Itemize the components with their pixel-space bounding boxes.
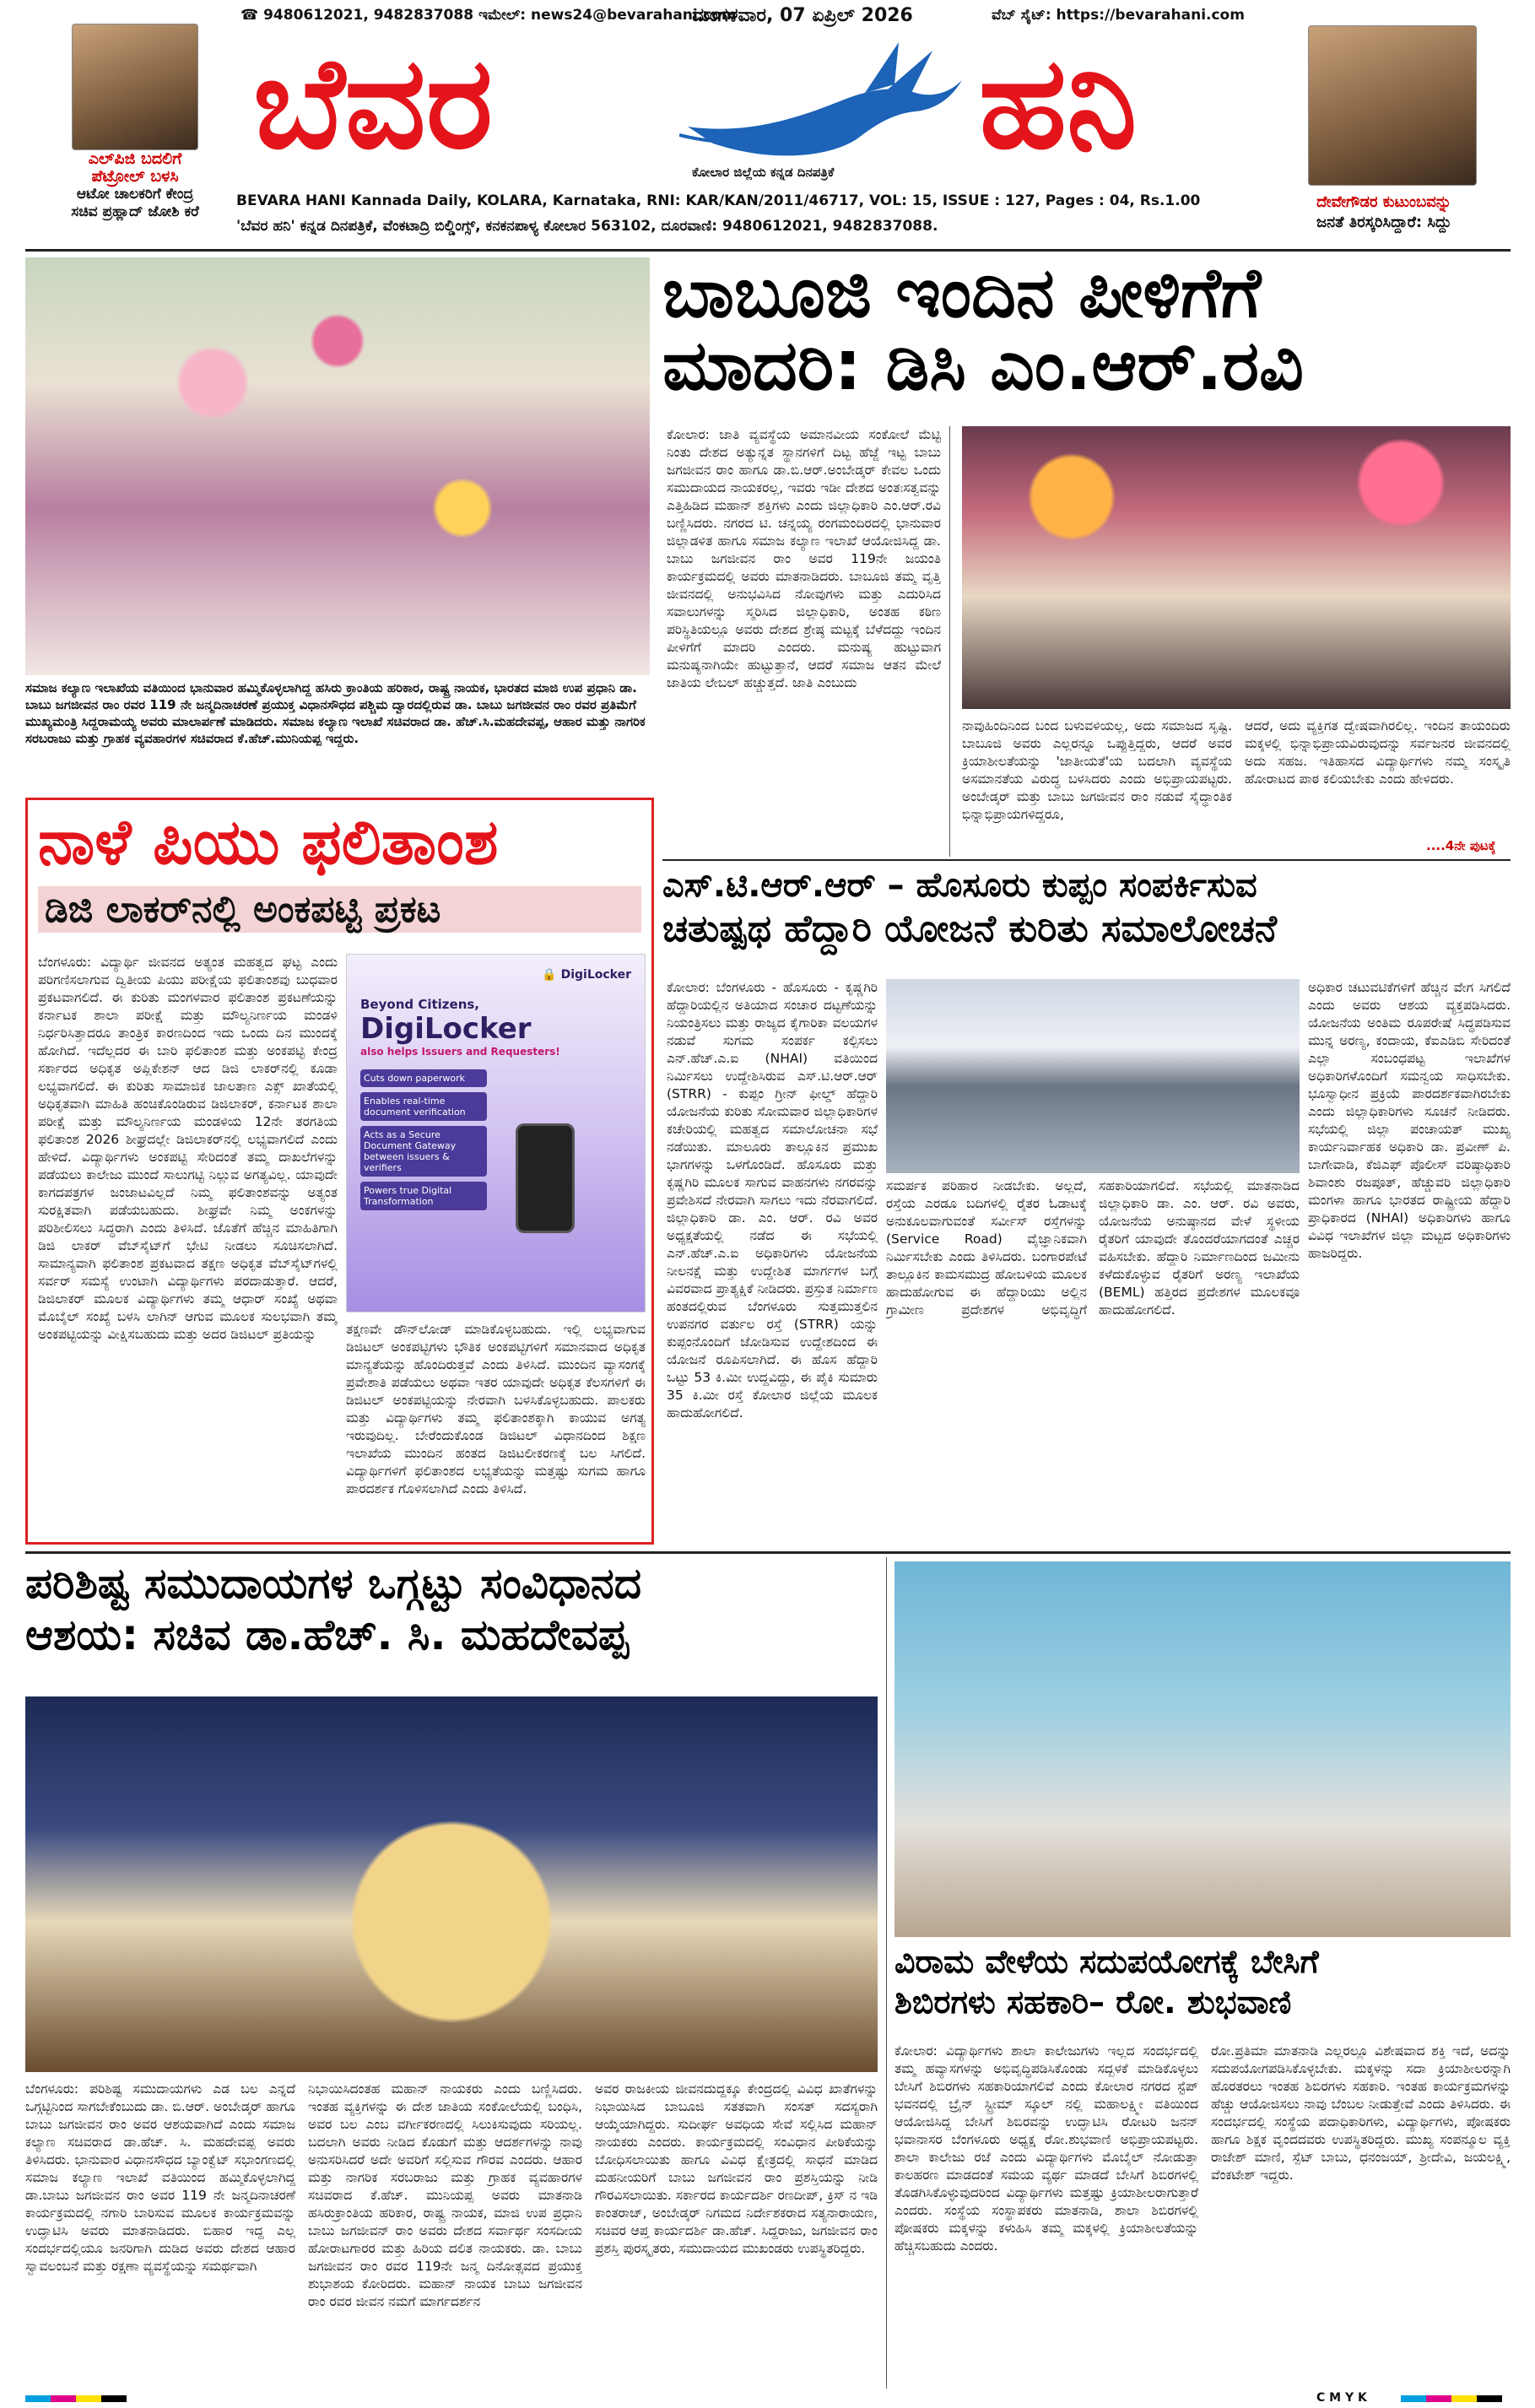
ear-right-caption: [1257, 192, 1511, 233]
bottom-vertical-divider: [886, 1557, 887, 2389]
story1-side-photo: [962, 426, 1511, 709]
story1-column-2: ನಾವುಹಿಂದಿನಿಂದ ಬಂದ ಬಳುವಳಿಯಲ್ಲ, ಅದು ಸಮಾಜದ ಸೃಷ್ಟಿ. ಬಾಬೂಜಿ ಅವರು ಎಲ್ಲರನ್ನೂ ಒಪ್ಪುತ್ತಿದ್ದರು, ಆದರೆ ಅವರ ಕ್ರಿಯಾಶೀಲತೆಯನ್ನು 'ಜಾತೀಯತೆ'ಯ ಬದಲಾಗಿ ವ್ಯವಸ್ಥೆಯ ಅಸಮಾನತೆಯ ವಿರುದ್ಧ ಬಳಸಿದರು ಎಂದು ಅಭಿಪ್ರಾಯಪಟ್ಟರು. ಅಂಬೇಡ್ಕರ್ ಮತ್ತು ಬಾಬು ಜಗಜೀವನ ರಾಂ ನಡುವೆ ಸೈದ್ಧಾಂತಿಕ ಭಿನ್ನಾಭಿಪ್ರಾಯಗಳಿದ್ದರೂ,: [962, 718, 1232, 822]
story2-headline-line2: ಡಿಜಿ ಲಾಕರ್‌ನಲ್ಲಿ ಅಂಕಪಟ್ಟಿ ಪ್ರಕಟ: [38, 886, 641, 933]
issue-date: ಮಂಗಳವಾರ, 07 ಏಪ್ರಿಲ್ 2026: [692, 5, 913, 26]
story1-main-photo: [25, 257, 650, 675]
website-line[interactable]: ವೆಬ್ ಸೈಟ್: https://bevarahani.com: [992, 7, 1245, 24]
story5-plant-photo: [895, 1561, 1511, 1937]
story1-column-3: ಆದರೆ, ಅದು ವ್ಯಕ್ತಿಗತ ದ್ವೇಷವಾಗಿರಲಿಲ್ಲ. ಇಂದಿನ ತಾಯಂದಿರು ಮಕ್ಕಳಲ್ಲಿ ಭಿನ್ನಾಭಿಪ್ರಾಯವಿರುವುದನ್ನು ಸರ್ವಜನರ ಜೀವನದಲ್ಲಿ ಅದು ಸಹಜ. ಇತಿಹಾಸದ ವಿದ್ಯಾರ್ಥಿಗಳು ನಮ್ಮ ಸಂಸ್ಕೃತಿ ಹೋರಾಟದ ಪಾಠ ಕಲಿಯಬೇಕು ಎಂದು ಹೇಳಿದರು.: [1245, 718, 1511, 787]
story1-photo-caption: ಸಮಾಜ ಕಲ್ಯಾಣ ಇಲಾಖೆಯ ವತಿಯಿಂದ ಭಾನುವಾರ ಹಮ್ಮಿಕೊಳ್ಳಲಾಗಿದ್ದ ಹಸಿರು ಕ್ರಾಂತಿಯ ಹರಿಕಾರ, ರಾಷ್ಟ್ರ ನಾಯಕ, ಭಾರತದ ಮಾಜಿ ಉಪ ಪ್ರಧಾನಿ ಡಾ. ಬಾಬು ಜಗಜೀವನ ರಾಂ ರವರ 119 ನೇ ಜನ್ಮದಿನಾಚರಣೆ ಪ್ರಯುಕ್ತ ವಿಧಾನಸೌಧದ ಪಶ್ಚಿಮ ದ್ವಾರದಲ್ಲಿರುವ ಡಾ. ಬಾಬು ಜಗಜೀವನ ರಾಂ ರವರ ಪ್ರತಿಮೆಗೆ ಮುಖ್ಯಮಂತ್ರಿ ಸಿದ್ದರಾಮಯ್ಯ ಅವರು ಮಾಲಾರ್ಪಣೆ ಮಾಡಿದರು. ಸಮಾಜ ಕಲ್ಯಾಣ ಇಲಾಖೆ ಸಚಿವರಾದ ಡಾ. ಹೆಚ್.ಸಿ.ಮಹದೇವಪ್ಪ, ಆಹಾರ ಮತ್ತು ನಾಗರಿಕ ಸರಬರಾಜು ಮತ್ತು ಗ್ರಾಹಕ ವ್ಯವಹಾರಗಳ ಸಚಿವರಾದ ಕೆ.ಹೆಚ್.ಮುನಿಯಪ್ಪ ಇದ್ದರು.: [25, 680, 646, 746]
story2-column-1: ಬೆಂಗಳೂರು: ವಿದ್ಯಾರ್ಥಿ ಜೀವನದ ಅತ್ಯಂತ ಮಹತ್ವದ ಘಟ್ಟ ಎಂದು ಪರಿಗಣಿಸಲಾಗುವ ದ್ವಿತೀಯ ಪಿಯು ಪರೀಕ್ಷೆಯ ಫಲಿತಾಂಶವು ಬುಧವಾರ ಪ್ರಕಟವಾಗಲಿದೆ. ಈ ಕುರಿತು ಮಂಗಳವಾರ ಫಲಿತಾಂಶ ಪ್ರಕಟಣೆಯನ್ನು ಕರ್ನಾಟಕ ಶಾಲಾ ಪರೀಕ್ಷೆ ಮತ್ತು ಮೌಲ್ಯನಿರ್ಣಯ ಮಂಡಳಿ ನಿರ್ಧರಿಸಿತ್ತಾದರೂ ತಾಂತ್ರಿಕ ಕಾರಣದಿಂದ ಇದು ಒಂದು ದಿನ ಮುಂದಕ್ಕೆ ಹೋಗಿದೆ. ಇದೆಲ್ಲದರ ಈ ಬಾರಿ ಫಲಿತಾಂಶ ಮತ್ತು ಅಂಕಪಟ್ಟಿ ಕೇಂದ್ರ ಸರ್ಕಾರದ ಅಧಿಕೃತ ಅಪ್ಲಿಕೇಶನ್ ಆದ ಡಿಜಿ ಲಾಕರ್‌ನಲ್ಲಿ ಕೂಡಾ ಲಭ್ಯವಾಗಲಿದೆ. ಈ ಕುರಿತು ಸಾಮಾಜಿಕ ಜಾಲತಾಣ ಎಕ್ಸ್ ಖಾತೆಯಲ್ಲಿ ಅಧಿಕೃತವಾಗಿ ಮಾಹಿತಿ ಹಂಚಿಕೊಂಡಿರುವ ಡಿಜಿಲಾಕರ್, ಕರ್ನಾಟಕ ಶಾಲಾ ಪರೀಕ್ಷೆ ಮತ್ತು ಮೌಲ್ಯನಿರ್ಣಯ ಮಂಡಳಿಯ 12ನೇ ತರಗತಿಯ ಫಲಿತಾಂಶ 2026 ಶೀಘ್ರದಲ್ಲೇ ಡಿಜಿಲಾಕರ್‌ನಲ್ಲಿ ಲಭ್ಯವಾಗಲಿದೆ ಎಂದು ಹೇಳಿದೆ. ವಿದ್ಯಾರ್ಥಿಗಳು ಅಂಕಪಟ್ಟಿ ಸೇರಿದಂತೆ ತಮ್ಮ ದಾಖಲೆಗಳನ್ನು ಪಡೆಯಲು ಕಾಲೇಜು ಮುಂದೆ ಸಾಲುಗಟ್ಟಿ ನಿಲ್ಲುವ ಅಗತ್ಯವಿಲ್ಲ. ಯಾವುದೇ ಕಾಗದಪತ್ರಗಳ ಜಂಜಾಟವಿಲ್ಲದೆ ನಿಮ್ಮ ಫಲಿತಾಂಶವನ್ನು ಅತ್ಯಂತ ಸುರಕ್ಷಿತವಾಗಿ ಪಡೆಯಬಹುದು. ಶೀಘ್ರವೇ ನಿಮ್ಮ ಅಂಕಗಳನ್ನು ಪರಿಶೀಲಿಸಲು ಸಿದ್ಧರಾಗಿ ಎಂದು ತಿಳಿಸಿದೆ. ಜೊತೆಗೆ ಹೆಚ್ಚಿನ ಮಾಹಿತಿಗಾಗಿ ಡಿಜಿ ಲಾಕರ್ ವೆಬ್‌ಸೈಟ್‌ಗೆ ಭೇಟಿ ನೀಡಲು ಸೂಚಿಸಲಾಗಿದೆ. ಸಾಮಾನ್ಯವಾಗಿ ಫಲಿತಾಂಶ ಪ್ರಕಟವಾದ ತಕ್ಷಣ ಅಧಿಕೃತ ವೆಬ್‌ಸೈಟ್‌ಗಳಲ್ಲಿ ಸರ್ವರ್ ಸಮಸ್ಯೆ ಉಂಟಾಗಿ ವಿದ್ಯಾರ್ಥಿಗಳು ಪರದಾಡುತ್ತಾರೆ. ಆದರೆ, ಡಿಜಿಲಾಕರ್ ಮೂಲಕ ವಿದ್ಯಾರ್ಥಿಗಳು ತಮ್ಮ ಆಧಾರ್ ಸಂಖ್ಯೆ ಅಥವಾ ಮೊಬೈಲ್ ಸಂಖ್ಯೆ ಬಳಸಿ ಲಾಗಿನ್ ಆಗುವ ಮೂಲಕ ಸುಲಭವಾಗಿ ತಮ್ಮ ಅಂಕಪಟ್ಟಿಯನ್ನು ವೀಕ್ಷಿಸಬಹುದು ಮತ್ತು ಅದರ ಡಿಜಿಟಲ್ ಪ್ರತಿಯನ್ನು: [38, 955, 338, 1342]
story1-headline: [662, 253, 1506, 407]
story1-continued: ....4ನೇ ಪುಟಕ್ಕೆ: [1426, 838, 1496, 853]
story3-meeting-photo: [886, 979, 1300, 1173]
ear-right-line2: ಜನತೆ ತಿರಸ್ಕರಿಸಿದ್ದಾರೆ: ಸಿದ್ದು: [1316, 214, 1451, 231]
digilocker-tagline: Beyond Citizens,: [360, 997, 479, 1012]
story4-column-2: ನಿಭಾಯಿಸಿದಂತಹ ಮಹಾನ್ ನಾಯಕರು ಎಂದು ಬಣ್ಣಿಸಿದರು. ಇಂತಹ ವ್ಯಕ್ತಿಗಳನ್ನು ಈ ದೇಶ ಜಾತಿಯ ಸಂಕೋಲೆಯಲ್ಲಿ ಬಂಧಿಸಿ, ಅವರ ಬಲ ಎಂಬ ವರ್ಗೀಕರಣದಲ್ಲಿ ಸಿಲುಕಿಸುವುದು ಸರಿಯಲ್ಲ. ಬದಲಾಗಿ ಅವರು ನೀಡಿದ ಕೊಡುಗೆ ಮತ್ತು ಆದರ್ಶಗಳನ್ನು ನಾವು ಅನುಸರಿಸಿದರೆ ಅದೇ ಅವರಿಗೆ ಸಲ್ಲಿಸುವ ಗೌರವ ಎಂದರು. ಆಹಾರ ಮತ್ತು ನಾಗರಿಕ ಸರಬರಾಜು ಮತ್ತು ಗ್ರಾಹಕ ವ್ಯವಹಾರಗಳ ಸಚಿವರಾದ ಕೆ.ಹೆಚ್. ಮುನಿಯಪ್ಪ ಅವರು ಮಾತನಾಡಿ ಹಸಿರುಕ್ರಾಂತಿಯ ಹರಿಕಾರ, ರಾಷ್ಟ್ರ ನಾಯಕ, ಮಾಜಿ ಉಪ ಪ್ರಧಾನಿ ಬಾಬು ಜಗಜೀವನ್ ರಾಂ ಅವರು ದೇಶದ ಸರ್ವಾರ್ಥ ಸಂಸದೀಯ ಹೋರಾಟಗಾರರ ಮತ್ತು ಹಿರಿಯ ದಲಿತ ನಾಯಕರು. ಡಾ. ಬಾಬು ಜಗಜೀವನ ರಾಂ ರವರ 119ನೇ ಜನ್ಮ ದಿನೋತ್ಸವದ ಪ್ರಯುಕ್ತ ಶುಭಾಶಯ ಕೋರಿದರು. ಮಹಾನ್ ನಾಯಕ ಬಾಬು ಜಗಜೀವನ ರಾಂ ರವರ ಜೀವನ ನಮಗೆ ಮಾರ್ಗದರ್ಶನ: [308, 2081, 582, 2309]
story1-headline-line1: ಬಾಬೂಜಿ ಇಂದಿನ ಪೀಳಿಗೆಗೆ: [662, 253, 1262, 333]
story3-headline: [662, 868, 1511, 949]
ear-right-line1: ದೇವೇಗೌಡರ ಕುಟುಂಬವನ್ನು: [1316, 193, 1451, 211]
row1-divider: [662, 859, 1511, 861]
story3-headline-line1: ಎಸ್.ಟಿ.ಆರ್.ಆರ್ – ಹೊಸೂರು ಕುಪ್ಪಂ ಸಂಪರ್ಕಿಸುವ: [662, 866, 1257, 905]
masthead-tagline: ಕೋಲಾರ ಜಿಲ್ಲೆಯ ಕನ್ನಡ ದಿನಪತ್ರಿಕೆ: [692, 165, 835, 180]
story3-column-3: ಅಧಿಕಾರ ಚಟುವಟಿಕೆಗಳಿಗೆ ಹೆಚ್ಚಿನ ವೇಗ ಸಿಗಲಿದೆ ಎಂದು ಅವರು ಆಶಯ ವ್ಯಕ್ತಪಡಿಸಿದರು. ಯೋಜನೆಯ ಅಂತಿಮ ರೂಪರೇಷೆ ಸಿದ್ಧಪಡಿಸುವ ಮುನ್ನ ಅರಣ್ಯ, ಕಂದಾಯ, ಕೆಐಎಡಿಬಿ ಸೇರಿದಂತೆ ಎಲ್ಲಾ ಸಂಬಂಧಪಟ್ಟ ಇಲಾಖೆಗಳ ಅಧಿಕಾರಿಗಳೊಂದಿಗೆ ಸಮನ್ವಯ ಸಾಧಿಸಬೇಕು. ಭೂಸ್ವಾಧೀನ ಪ್ರಕ್ರಿಯೆ ಪಾರದರ್ಶಕವಾಗಿರಬೇಕು ಎಂದು ಜಿಲ್ಲಾಧಿಕಾರಿಗಳು ಸೂಚನೆ ನೀಡಿದರು. ಸಭೆಯಲ್ಲಿ ಜಿಲ್ಲಾ ಪಂಚಾಯತ್ ಮುಖ್ಯ ಕಾರ್ಯನಿರ್ವಾಹಕ ಅಧಿಕಾರಿ ಡಾ. ಪ್ರವೀಣ್ ಪಿ. ಬಾಗೇವಾಡಿ, ಕೆಜಿಎಫ್ ಪೊಲೀಸ್ ವರಿಷ್ಠಾಧಿಕಾರಿ ಶಿವಾಂಶು ರಜಪೂತ್, ಹೆಚ್ಚುವರಿ ಜಿಲ್ಲಾಧಿಕಾರಿ ಮಂಗಳಾ ಹಾಗೂ ಭಾರತದ ರಾಷ್ಟ್ರೀಯ ಹೆದ್ದಾರಿ ಪ್ರಾಧಿಕಾರದ (NHAI) ಅಧಿಕಾರಿಗಳು ಹಾಗೂ ವಿವಿಧ ಇಲಾಖೆಗಳ ಜಿಲ್ಲಾ ಮಟ್ಟದ ಅಧಿಕಾರಿಗಳು ಹಾಜರಿದ್ದರು.: [1308, 980, 1511, 1261]
antelope-logo-icon: [679, 34, 975, 169]
story2-column-2: ತಕ್ಷಣವೇ ಡೌನ್‌ಲೋಡ್ ಮಾಡಿಕೊಳ್ಳಬಹುದು. ಇಲ್ಲಿ ಲಭ್ಯವಾಗುವ ಡಿಜಿಟಲ್ ಅಂಕಪಟ್ಟಿಗಳು ಭೌತಿಕ ಅಂಕಪಟ್ಟಿಗಳಿಗೆ ಸಮಾನವಾದ ಅಧಿಕೃತ ಮಾನ್ಯತೆಯನ್ನು ಹೊಂದಿರುತ್ತವೆ ಎಂದು ತಿಳಿಸಿದೆ. ಮುಂದಿನ ವ್ಯಾಸಂಗಕ್ಕೆ ಪ್ರವೇಶಾತಿ ಪಡೆಯಲು ಅಥವಾ ಇತರ ಯಾವುದೇ ಅಧಿಕೃತ ಕೆಲಸಗಳಿಗೆ ಈ ಡಿಜಿಟಲ್ ಅಂಕಪಟ್ಟಿಯನ್ನು ನೇರವಾಗಿ ಬಳಸಿಕೊಳ್ಳಬಹುದು. ಪಾಲಕರು ಮತ್ತು ವಿದ್ಯಾರ್ಥಿಗಳು ತಮ್ಮ ಫಲಿತಾಂಶಕ್ಕಾಗಿ ಕಾಯುವ ಅಗತ್ಯ ಇರುವುದಿಲ್ಲ. ಬೇರೆಂದುಕೊಂಡ ಡಿಜಿಟಲ್ ವಿಧಾನದಿಂದ ಶಿಕ್ಷಣ ಇಲಾಖೆಯ ಮುಂದಿನ ಹಂತದ ಡಿಜಿಟಲೀಕರಣಕ್ಕೆ ಬಲ ಸಿಗಲಿದೆ. ವಿದ್ಯಾರ್ಥಿಗಳಿಗೆ ಫಲಿತಾಂಶದ ಲಭ್ಯತೆಯನ್ನು ಮತ್ತಷ್ಟು ಸುಗಮ ಹಾಗೂ ಪಾರದರ್ಶಕ ಗೊಳಿಸಲಾಗಿದೆ ಎಂದು ತಿಳಿಸಿದೆ.: [346, 1322, 646, 1496]
digilocker-phone-icon: [516, 1123, 575, 1233]
cmyk-label: C M Y K: [1316, 2391, 1367, 2405]
ear-left-line1: ಎಲ್‌ಪಿಜಿ ಬದಲಿಗೆ: [88, 149, 182, 168]
story5-headline-line2: ಶಿಬಿರಗಳು ಸಹಕಾರಿ– ರೋ. ಶುಭವಾಣಿ: [895, 1983, 1292, 2021]
row2-divider: [25, 1551, 1511, 1554]
story4-headline: [25, 1561, 878, 1657]
logo-title-right: ಹನಿ: [979, 30, 1138, 177]
ear-left-line4: ಸಚಿವ ಪ್ರಹ್ಲಾದ್ ಜೋಶಿ ಕರೆ: [71, 203, 199, 220]
ear-right-portrait: [1308, 25, 1477, 186]
digilocker-subtitle: also helps Issuers and Requesters!: [360, 1046, 560, 1058]
story1-headline-line2: ಮಾದರಿ: ಡಿಸಿ ಎಂ.ಆರ್.ರವಿ: [662, 326, 1304, 407]
story3-headline-line2: ಚತುಷ್ಪಥ ಹೆದ್ದಾರಿ ಯೋಜನೆ ಕುರಿತು ಸಮಾಲೋಚನೆ: [662, 907, 1278, 950]
story1-column-divider: [949, 426, 950, 857]
color-bar-right: [1401, 2395, 1502, 2402]
story4-headline-line1: ಪರಿಶಿಷ್ಟ ಸಮುದಾಯಗಳ ಒಗ್ಗಟ್ಟು ಸಂವಿಧಾನದ: [25, 1559, 642, 1608]
story4-column-1: ಬೆಂಗಳೂರು: ಪರಿಶಿಷ್ಟ ಸಮುದಾಯಗಳು ಎಡ ಬಲ ಎನ್ನದೆ ಒಗ್ಗಟ್ಟಿನಿಂದ ಸಾಗಬೇಕೆಂಬುದು ಡಾ. ಬಿ.ಆರ್. ಅಂಬೇಡ್ಕರ್ ಹಾಗೂ ಬಾಬು ಜಗಜೀವನ ರಾಂ ಅವರ ಆಶಯವಾಗಿದೆ ಎಂದು ಸಮಾಜ ಕಲ್ಯಾಣ ಸಚಿವರಾದ ಡಾ.ಹೆಚ್. ಸಿ. ಮಹದೇವಪ್ಪ ಅವರು ತಿಳಿಸಿದರು. ಭಾನುವಾರ ವಿಧಾನಸೌಧದ ಬ್ಯಾಂಕ್ವೆಟ್ ಸಭಾಂಗಣದಲ್ಲಿ ಸಮಾಜ ಕಲ್ಯಾಣ ಇಲಾಖೆ ವತಿಯಿಂದ ಹಮ್ಮಿಕೊಳ್ಳಲಾಗಿದ್ದ ಡಾ.ಬಾಬು ಜಗಜೀವನ ರಾಂ ಅವರ 119 ನೇ ಜನ್ಮದಿನಾಚರಣೆ ಕಾರ್ಯಕ್ರಮದಲ್ಲಿ ನಗಾರಿ ಬಾರಿಸುವ ಮೂಲಕ ಕಾರ್ಯಕ್ರಮವನ್ನು ಉದ್ಘಾಟಿಸಿ ಅವರು ಮಾತನಾಡಿದರು. ಬಿಹಾರ ಇದ್ದ ಎಲ್ಲ ಸಂದರ್ಭದಲ್ಲಿಯೂ ಜನರಿಗಾಗಿ ದುಡಿದ ಅವರು ದೇಶದ ಆಹಾರ ಸ್ವಾವಲಂಬನೆ ಮತ್ತು ರಕ್ಷಣಾ ವ್ಯವಸ್ಥೆಯನ್ನು ಸಮರ್ಥವಾಗಿ: [25, 2081, 295, 2274]
story3-column-1: ಕೋಲಾರ: ಬೆಂಗಳೂರು - ಹೊಸೂರು - ಕೃಷ್ಣಗಿರಿ ಹೆದ್ದಾರಿಯಲ್ಲಿನ ಅತಿಯಾದ ಸಂಚಾರ ದಟ್ಟಣೆಯನ್ನು ನಿಯಂತ್ರಿಸಲು ಮತ್ತು ರಾಜ್ಯದ ಕೈಗಾರಿಕಾ ವಲಯಗಳ ನಡುವೆ ಸುಗಮ ಸಂಪರ್ಕ ಕಲ್ಪಿಸಲು ಎನ್.ಹೆಚ್.ಎ.ಐ (NHAI) ವತಿಯಿಂದ ನಿರ್ಮಿಸಲು ಉದ್ದೇಶಿಸಿರುವ ಎಸ್.ಟಿ.ಆರ್.ಆರ್ (STRR) - ಕುಪ್ಪಂ ಗ್ರೀನ್ ಫೀಲ್ಡ್ ಹೆದ್ದಾರಿ ಯೋಜನೆಯ ಕುರಿತು ಸೋಮವಾರ ಜಿಲ್ಲಾಧಿಕಾರಿಗಳ ಕಚೇರಿಯಲ್ಲಿ ಮಹತ್ವದ ಸಮಾಲೋಚನಾ ಸಭೆ ನಡೆಯಿತು. ಮಾಲೂರು ತಾಲ್ಲೂಕಿನ ಪ್ರಮುಖ ಭಾಗಗಳನ್ನು ಒಳಗೊಂಡಿದೆ. ಹೊಸೂರು ಮತ್ತು ಕೃಷ್ಣಗಿರಿ ಮೂಲಕ ಸಾಗುವ ವಾಹನಗಳು ನಗರವನ್ನು ಪ್ರವೇಶಿಸದೆ ನೇರವಾಗಿ ಸಾಗಲು ಇದು ನೆರವಾಗಲಿದೆ. ಜಿಲ್ಲಾಧಿಕಾರಿ ಡಾ. ಎಂ. ಆರ್. ರವಿ ಅವರ ಅಧ್ಯಕ್ಷತೆಯಲ್ಲಿ ನಡೆದ ಈ ಸಭೆಯಲ್ಲಿ ಎನ್.ಹೆಚ್.ಎ.ಐ ಅಧಿಕಾರಿಗಳು ಯೋಜನೆಯ ನೀಲನಕ್ಷೆ ಮತ್ತು ಉದ್ದೇಶಿತ ಮಾರ್ಗಗಳ ಬಗ್ಗೆ ವಿವರವಾದ ಪ್ರಾತ್ಯಕ್ಷಿಕೆ ನೀಡಿದರು. ಪ್ರಸ್ತುತ ನಿರ್ಮಾಣ ಹಂತದಲ್ಲಿರುವ ಬೆಂಗಳೂರು ಸುತ್ತಮುತ್ತಲಿನ ಉಪನಗರ ವರ್ತುಲ ರಸ್ತೆ (STRR) ಯನ್ನು ಕುಪ್ಪಂನೊಂದಿಗೆ ಜೋಡಿಸುವ ಉದ್ದೇಶದಿಂದ ಈ ಯೋಜನೆ ರೂಪಿಸಲಾಗಿದೆ. ಈ ಹೊಸ ಹೆದ್ದಾರಿ ಒಟ್ಟು 53 ಕಿ.ಮೀ ಉದ್ದವಿದ್ದು, ಈ ಪೈಕಿ ಸುಮಾರು 35 ಕಿ.ಮೀ ರಸ್ತೆ ಕೋಲಾರ ಜಿಲ್ಲೆಯ ಮೂಲಕ ಹಾದುಹೋಗಲಿದೆ.: [667, 980, 878, 1420]
color-bar-left: [25, 2395, 127, 2402]
ear-left-portrait: [72, 24, 198, 150]
contact-line: ☎ 9480612021, 9482837088 ಇಮೇಲ್: news24@bevarahani.com: [241, 7, 737, 24]
digilocker-point: Cuts down paperwork: [360, 1069, 487, 1087]
masthead-divider: [25, 249, 1511, 252]
digilocker-point: Acts as a Secure Document Gateway between issuers & verifiers: [360, 1126, 487, 1177]
story2-headline-line1: ನಾಳೆ ಪಿಯು ಫಲಿತಾಂಶ: [38, 806, 499, 879]
story3-column-2: ಸಮರ್ಪಕ ಪರಿಹಾರ ನೀಡಬೇಕು. ಅಲ್ಲದೆ, ರಸ್ತೆಯ ಎರಡೂ ಬದಿಗಳಲ್ಲಿ ರೈತರ ಓಡಾಟಕ್ಕೆ ಅನುಕೂಲವಾಗುವಂತೆ ಸರ್ವೀಸ್ ರಸ್ತೆಗಳನ್ನು (Service Road) ವೈಜ್ಞಾನಿಕವಾಗಿ ನಿರ್ಮಿಸಬೇಕು ಎಂದು ತಿಳಿಸಿದರು. ಬಂಗಾರಪೇಟೆ ತಾಲ್ಲೂಕಿನ ಕಾಮಸಮುದ್ರ ಹೋಬಳಿಯ ಮೂಲಕ ಹಾದುಹೋಗುವ ಈ ಹೆದ್ದಾರಿಯು ಅಲ್ಲಿನ ಗ್ರಾಮೀಣ ಪ್ರದೇಶಗಳ ಅಭಿವೃದ್ಧಿಗೆ ಸಹಕಾರಿಯಾಗಲಿದೆ. ಸಭೆಯಲ್ಲಿ ಮಾತನಾಡಿದ ಜಿಲ್ಲಾಧಿಕಾರಿ ಡಾ. ಎಂ. ಆರ್. ರವಿ ಅವರು, ಯೋಜನೆಯ ಅನುಷ್ಠಾನದ ವೇಳೆ ಸ್ಥಳೀಯ ರೈತರಿಗೆ ಯಾವುದೇ ತೊಂದರೆಯಾಗದಂತೆ ಎಚ್ಚರ ವಹಿಸಬೇಕು. ಹೆದ್ದಾರಿ ನಿರ್ಮಾಣದಿಂದ ಜಮೀನು ಕಳೆದುಕೊಳ್ಳುವ ರೈತರಿಗೆ ಅರಣ್ಯ ಇಲಾಖೆಯ (BEML) ಹತ್ತಿರದ ಪ್ರದೇಶಗಳ ಮೂಲಕವೂ ಹಾದುಹೋಗಲಿದೆ.: [886, 1178, 1300, 1318]
story5-column-2: ರೋ.ಪ್ರತಿಮಾ ಮಾತನಾಡಿ ಎಲ್ಲರಲ್ಲೂ ವಿಶೇಷವಾದ ಶಕ್ತಿ ಇದೆ, ಅದನ್ನು ಸದುಪಯೋಗಪಡಿಸಿಕೊಳ್ಳಬೇಕು. ಮಕ್ಕಳನ್ನು ಸದಾ ಕ್ರಿಯಾಶೀಲರನ್ನಾಗಿ ಹೊರತರಲು ಇಂತಹ ಶಿಬಿರಗಳು ಸಹಕಾರಿ. ಇಂತಹ ಕಾರ್ಯಕ್ರಮಗಳನ್ನು ಹೆಚ್ಚು ಆಯೋಜಿಸಲು ನಾವು ಬೆಂಬಲ ನೀಡುತ್ತೇವೆ ಎಂದು ತಿಳಿಸಿದರು. ಈ ಸಂದರ್ಭದಲ್ಲಿ ಸಂಸ್ಥೆಯ ಪದಾಧಿಕಾರಿಗಳು, ವಿದ್ಯಾರ್ಥಿಗಳು, ಪೋಷಕರು ಹಾಗೂ ಶಿಕ್ಷಕ ವೃಂದದವರು ಉಪಸ್ಥಿತರಿದ್ದರು. ಮುಖ್ಯ ಸಂಪನ್ಮೂಲ ವ್ಯಕ್ತಿ ರಾಜೇಶ್ ಮಾಣಿ, ಸ್ಪೆಟ್ ಬಾಬು, ಧನಂಜಯ್, ಶ್ರೀದೇವಿ, ಜಯಲಕ್ಷ್ಮಿ, ವೆಂಕಟೇಶ್ ಇದ್ದರು.: [1211, 2043, 1511, 2183]
story4-award-photo: [25, 1696, 878, 2072]
story5-headline-line1: ವಿರಾಮ ವೇಳೆಯ ಸದುಪಯೋಗಕ್ಕೆ ಬೇಸಿಗೆ: [895, 1943, 1319, 1980]
digilocker-brand: [360, 968, 631, 982]
digilocker-promo-image: [346, 954, 646, 1312]
address-line: 'ಬೆವರ ಹನಿ' ಕನ್ನಡ ದಿನಪತ್ರಿಕೆ, ವೆಂಕಟಾದ್ರಿ ಬಿಲ್ಡಿಂಗ್ಸ್, ಕನಕನಪಾಳ್ಯ ಕೋಲಾರ 563102, ದೂರವಾಣಿ: 9480612021, 9482837088.: [236, 218, 938, 235]
registration-line: BEVARA HANI Kannada Daily, KOLARA, Karnataka, RNI: KAR/KAN/2011/46717, VOL: 15, ISSUE : 127, Pages : 04, Rs.1.00: [236, 192, 1201, 209]
digilocker-brand-label: DigiLocker: [560, 968, 631, 982]
story4-column-3: ಅವರ ರಾಜಕೀಯ ಜೀವನದುದ್ದಕ್ಕೂ ಕೇಂದ್ರದಲ್ಲಿ ವಿವಿಧ ಖಾತೆಗಳನ್ನು ನಿಭಾಯಿಸಿದ ಬಾಬೂಜಿ ಸತತವಾಗಿ ಸಂಸತ್ ಸದಸ್ಯರಾಗಿ ಆಯ್ಕೆಯಾಗಿದ್ದರು. ಸುದೀರ್ಘ ಅವಧಿಯ ಸೇವೆ ಸಲ್ಲಿಸಿದ ಮಹಾನ್ ನಾಯಕರು ಎಂದರು. ಕಾರ್ಯಕ್ರಮದಲ್ಲಿ ಸಂವಿಧಾನ ಪೀಠಿಕೆಯನ್ನು ಬೋಧಿಸಲಾಯಿತು ಹಾಗೂ ವಿವಿಧ ಕ್ಷೇತ್ರದಲ್ಲಿ ಸಾಧನೆ ಮಾಡಿದ ಮಹನೀಯರಿಗೆ ಬಾಬು ಜಗಜೀವನ ರಾಂ ಪ್ರಶಸ್ತಿಯನ್ನು ನೀಡಿ ಗೌರವಿಸಲಾಯಿತು. ಸರ್ಕಾರದ ಕಾರ್ಯದರ್ಶಿ ರಣದೀಪ್, ಕ್ರಿಸ್ ನ ಇಡಿ ಕಾಂತರಾಜ್, ಅಂಬೇಡ್ಕರ್ ನಿಗಮದ ನಿರ್ದೇಶಕರಾದ ಸತ್ಯನಾರಾಯಣ, ಸಚಿವರ ಆಪ್ತ ಕಾರ್ಯದರ್ಶಿ ಡಾ.ಹೆಚ್. ಸಿದ್ದರಾಜು, ಜಗಜೀವನ ರಾಂ ಪ್ರಶಸ್ತಿ ಪುರಸ್ಕೃತರು, ಸಮುದಾಯದ ಮುಖಂಡರು ಉಪಸ್ಥಿತರಿದ್ದರು.: [595, 2081, 878, 2256]
digilocker-title: DigiLocker: [360, 1012, 532, 1046]
story4-headline-line2: ಆಶಯ: ಸಚಿವ ಡಾ.ಹೆಚ್. ಸಿ. ಮಹದೇವಪ್ಪ: [25, 1610, 629, 1659]
digilocker-point: Powers true Digital Transformation: [360, 1182, 487, 1210]
digilocker-points: [360, 1069, 487, 1210]
ear-left-line2: ಪೆಟ್ರೋಲ್ ಬಳಸಿ: [91, 167, 179, 186]
story5-column-1: ಕೋಲಾರ: ವಿದ್ಯಾರ್ಥಿಗಳು ಶಾಲಾ ಕಾಲೇಜುಗಳು ಇಲ್ಲದ ಸಂದರ್ಭದಲ್ಲಿ ತಮ್ಮ ಹವ್ಯಾಸಗಳನ್ನು ಅಭಿವೃದ್ಧಿಪಡಿಸಿಕೊಂಡು ಸದ್ಬಳಕೆ ಮಾಡಿಕೊಳ್ಳಲು ಬೇಸಿಗೆ ಶಿಬಿರಗಳು ಸಹಕಾರಿಯಾಗಲಿವೆ ಎಂದು ಕೋಲಾರ ನಗರದ ಸ್ಟೆಪ್ ಭವನದಲ್ಲಿ ಬ್ರೈನ್ ಸ್ಟ್ರೀಮ್ ಸ್ಕೂಲ್ ನಲ್ಲಿ ಮಹಾಲಕ್ಷ್ಮೀ ವತಿಯಿಂದ ಆಯೋಜಿಸಿದ್ದ ಬೇಸಿಗೆ ಶಿಬಿರವನ್ನು ಉದ್ಘಾಟಿಸಿ ರೋಟರಿ ಜನನ್ ಭವಾನಾಸರ ಬೆಂಗಳೂರು ಅಧ್ಯಕ್ಷ ರೋ.ಶುಭವಾಣಿ ಅಭಿಪ್ರಾಯಪಟ್ಟರು. ಶಾಲಾ ಕಾಲೇಜು ರಜೆ ಎಂದು ವಿದ್ಯಾರ್ಥಿಗಳು ಮೊಬೈಲ್ ನೋಡುತ್ತಾ ಕಾಲಹರಣ ಮಾಡದಂತೆ ಸಮಯ ವ್ಯರ್ಥ ಮಾಡದೆ ಬೇಸಿಗೆ ಶಿಬಿರಗಳಲ್ಲಿ ತೊಡಗಿಸಿಕೊಳ್ಳುವುದರಿಂದ ವಿದ್ಯಾರ್ಥಿಗಳು ಮತ್ತಷ್ಟು ಕ್ರಿಯಾಶೀಲರಾಗುತ್ತಾರೆ ಎಂದರು. ಸಂಸ್ಥೆಯ ಸಂಸ್ಥಾಪಕರು ಮಾತನಾಡಿ, ಶಾಲಾ ಶಿಬಿರಗಳಲ್ಲಿ ಪೋಷಕರು ಮಕ್ಕಳನ್ನು ಕಳುಹಿಸಿ ತಮ್ಮ ಮಕ್ಕಳಲ್ಲಿ ಕ್ರಿಯಾಶೀಲತೆಯನ್ನು ಹೆಚ್ಚಿಸಬಹುದು ಎಂದರು.: [895, 2043, 1198, 2254]
masthead: [0, 0, 1535, 253]
story5-headline: [895, 1945, 1511, 2020]
logo-title-left: ಬೆವರ: [253, 30, 494, 177]
ear-left-caption: [46, 150, 224, 221]
story1-column-1: ಕೋಲಾರ: ಜಾತಿ ವ್ಯವಸ್ಥೆಯ ಅಮಾನವೀಯ ಸಂಕೋಲೆ ಮೆಟ್ಟಿ ನಿಂತು ದೇಶದ ಅತ್ಯುನ್ನತ ಸ್ಥಾನಗಳಿಗೆ ದಿಟ್ಟ ಹೆಜ್ಜೆ ಇಟ್ಟ ಬಾಬು ಜಗಜೀವನ ರಾಂ ಹಾಗೂ ಡಾ.ಬಿ.ಆರ್.ಅಂಬೇಡ್ಕರ್ ಕೇವಲ ಒಂದು ಸಮುದಾಯದ ನಾಯಕರಲ್ಲ, ಇವರು ಇಡೀ ದೇಶದ ಅಂತಃಸತ್ವವನ್ನು ಎತ್ತಿಹಿಡಿದ ಮಹಾನ್ ಶಕ್ತಿಗಳು ಎಂದು ಜಿಲ್ಲಾಧಿಕಾರಿ ಎಂ.ಆರ್.ರವಿ ಬಣ್ಣಿಸಿದರು. ನಗರದ ಟಿ. ಚನ್ನಯ್ಯ ರಂಗಮಂದಿರದಲ್ಲಿ ಭಾನುವಾರ ಜಿಲ್ಲಾಡಳಿತ ಹಾಗೂ ಸಮಾಜ ಕಲ್ಯಾಣ ಇಲಾಖೆ ಆಯೋಜಿಸಿದ್ದ ಡಾ. ಬಾಬು ಜಗಜೀವನ ರಾಂ ಅವರ 119ನೇ ಜಯಂತಿ ಕಾರ್ಯಕ್ರಮದಲ್ಲಿ ಅವರು ಮಾತನಾಡಿದರು. ಬಾಬೂಜಿ ತಮ್ಮ ವೃತ್ತಿ ಜೀವನದಲ್ಲಿ ಅನುಭವಿಸಿದ ನೋವುಗಳು ಮತ್ತು ಎದುರಿಸಿದ ಸವಾಲುಗಳನ್ನು ಸ್ಮರಿಸಿದ ಜಿಲ್ಲಾಧಿಕಾರಿ, ಅಂತಹ ಕಠಿಣ ಪರಿಸ್ಥಿತಿಯಲ್ಲೂ ಅವರು ದೇಶದ ಶ್ರೇಷ್ಠ ಮಟ್ಟಕ್ಕೆ ಬೆಳೆದದ್ದು ಇಂದಿನ ಪೀಳಿಗೆಗೆ ಮಾದರಿ ಎಂದರು. ಮನುಷ್ಯ ಹುಟ್ಟುವಾಗ ಮನುಷ್ಯನಾಗಿಯೇ ಹುಟ್ಟುತ್ತಾನೆ, ಆದರೆ ಸಮಾಜ ಆತನ ಮೇಲೆ ಜಾತಿಯ ಲೇಬಲ್ ಹಚ್ಚುತ್ತದೆ. ಜಾತಿ ಎಂಬುದು: [667, 427, 941, 690]
digilocker-lock-icon: 🔒: [542, 968, 557, 982]
ear-left-line3: ಆಟೋ ಚಾಲಕರಿಗೆ ಕೇಂದ್ರ: [76, 186, 194, 203]
digilocker-point: Enables real-time document verification: [360, 1092, 487, 1121]
